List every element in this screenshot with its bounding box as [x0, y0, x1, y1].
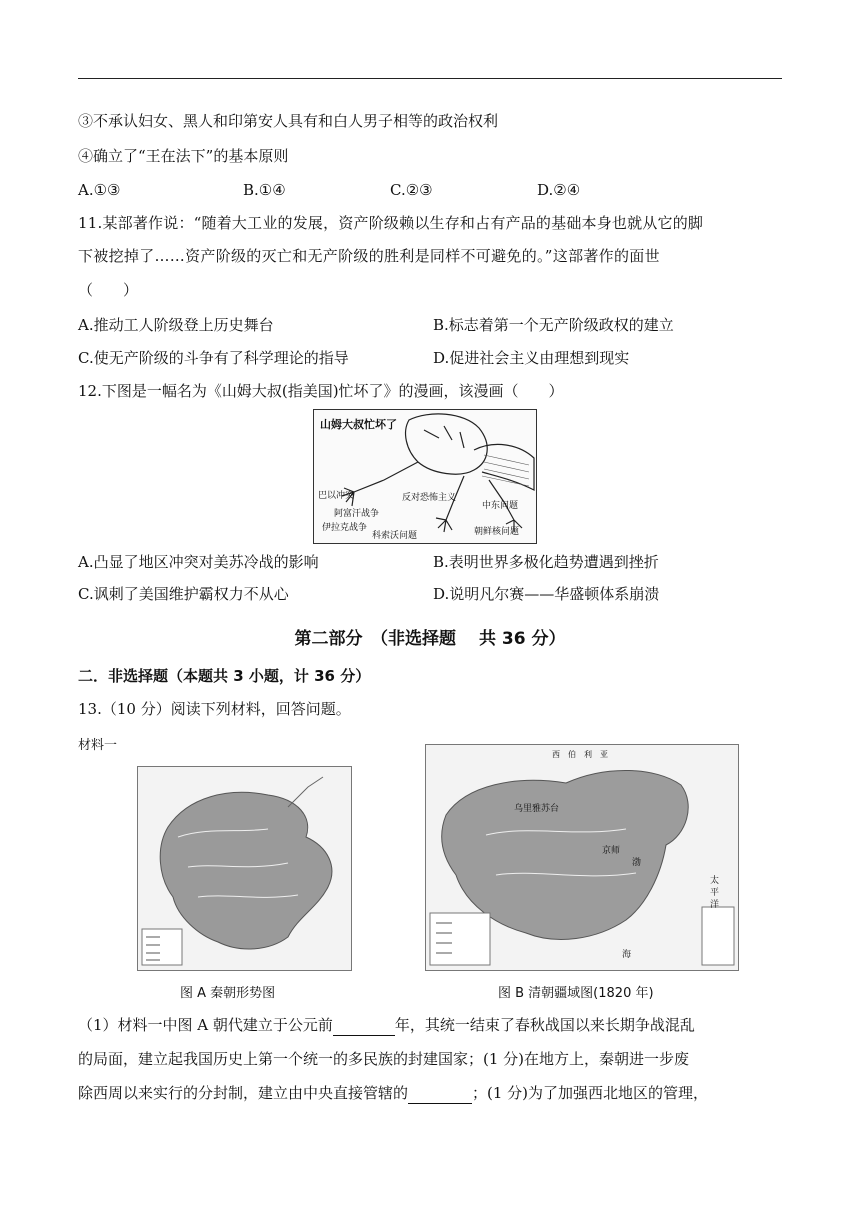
- q13-1-text-d: ；(1 分)为了加强西北地区的管理，: [472, 1084, 709, 1102]
- part-two-title: 第二部分 （非选择题 共 36 分）: [294, 629, 566, 649]
- q11-answer-paren: （ ）: [78, 281, 139, 299]
- material-one-label: 材料一: [78, 738, 118, 753]
- q12-option-d[interactable]: D.说明凡尔赛——华盛顿体系崩溃: [433, 585, 660, 603]
- cartoon-label-kosovo: 科索沃问题: [372, 531, 418, 541]
- cartoon-label-middle-east: 中东问题: [482, 501, 519, 511]
- option-statement-4: ④确立了“王在法下”的基本原则: [78, 147, 289, 165]
- q13-1-line1: [78, 1015, 695, 1036]
- q13-1-text-b: 年，其统一结束了春秋战国以来长期争战混乱: [394, 1016, 695, 1034]
- q12-stem: 12.下图是一幅名为《山姆大叔(指美国)忙坏了》的漫画，该漫画（ ）: [78, 382, 564, 400]
- map-b-label-ping: 平: [710, 888, 720, 898]
- q13-1-line3: [78, 1083, 708, 1104]
- q10-option-d[interactable]: D.②④: [537, 181, 581, 199]
- q12-option-a[interactable]: A.凸显了地区冲突对美苏冷战的影响: [78, 553, 319, 571]
- map-b-caption: 图 B 清朝疆域图(1820 年): [498, 986, 654, 1001]
- qing-dynasty-map: [425, 744, 739, 971]
- q11-option-b[interactable]: B.标志着第一个无产阶级政权的建立: [433, 316, 674, 334]
- map-b-label-hai: 海: [622, 950, 632, 960]
- q13-1-line2: 的局面，建立起我国历史上第一个统一的多民族的封建国家；(1 分)在地方上，秦朝进一步废: [78, 1050, 690, 1068]
- qing-map-drawing: [426, 745, 738, 970]
- q13-1-text-a: （1）材料一中图 A 朝代建立于公元前: [78, 1016, 333, 1034]
- map-b-label-bo: 渤: [632, 858, 642, 868]
- q11-stem-line2: 下被挖掉了……资产阶级的灭亡和无产阶级的胜利是同样不可避免的。”这部著作的面世: [78, 247, 660, 265]
- qin-dynasty-map: [137, 766, 352, 971]
- q10-option-b[interactable]: B.①④: [243, 181, 286, 199]
- map-b-label-yang: 洋: [710, 900, 720, 910]
- q11-option-a[interactable]: A.推动工人阶级登上历史舞台: [78, 316, 274, 334]
- section-two-subtitle: 二．非选择题（本题共 3 小题，计 36 分）: [78, 667, 371, 685]
- map-b-label-uliastai: 乌里雅苏台: [514, 804, 560, 814]
- year-blank[interactable]: [333, 1015, 395, 1036]
- q11-option-d[interactable]: D.促进社会主义由理想到现实: [433, 349, 630, 367]
- cartoon-label-iraq: 伊拉克战争: [322, 523, 368, 533]
- header-rule: [78, 78, 782, 79]
- q13-stem: 13.（10 分）阅读下列材料，回答问题。: [78, 700, 351, 718]
- uncle-sam-cartoon: [313, 409, 537, 544]
- q10-option-c[interactable]: C.②③: [390, 181, 433, 199]
- system-blank[interactable]: [408, 1083, 472, 1104]
- q11-stem-line1: 11.某部著作说：“随着大工业的发展，资产阶级赖以生存和占有产品的基础本身也就从它的脚: [78, 214, 704, 232]
- q12-option-c[interactable]: C.讽刺了美国维护霸权力不从心: [78, 585, 289, 603]
- q12-option-b[interactable]: B.表明世界多极化趋势遭遇到挫折: [433, 553, 659, 571]
- cartoon-label-palestine: 巴以冲突: [318, 491, 355, 501]
- cartoon-title: 山姆大叔忙坏了: [320, 418, 397, 431]
- q13-1-text-c: 除西周以来实行的分封制，建立由中央直接管辖的: [78, 1084, 409, 1102]
- qin-map-drawing: [138, 767, 351, 970]
- cartoon-label-anti-terror: 反对恐怖主义: [402, 493, 457, 503]
- map-a-caption: 图 A 秦朝形势图: [180, 986, 276, 1001]
- map-b-label-siberia: 西 伯 利 亚: [552, 750, 608, 759]
- cartoon-label-north-korea: 朝鲜核问题: [474, 527, 520, 537]
- q11-option-c[interactable]: C.使无产阶级的斗争有了科学理论的指导: [78, 349, 349, 367]
- map-b-label-capital: 京师: [602, 846, 621, 856]
- option-statement-3: ③不承认妇女、黑人和印第安人具有和白人男子相等的政治权利: [78, 112, 499, 130]
- map-b-label-tai: 太: [710, 876, 720, 886]
- cartoon-label-afghanistan: 阿富汗战争: [334, 509, 380, 519]
- q10-option-a[interactable]: A.①③: [78, 181, 121, 199]
